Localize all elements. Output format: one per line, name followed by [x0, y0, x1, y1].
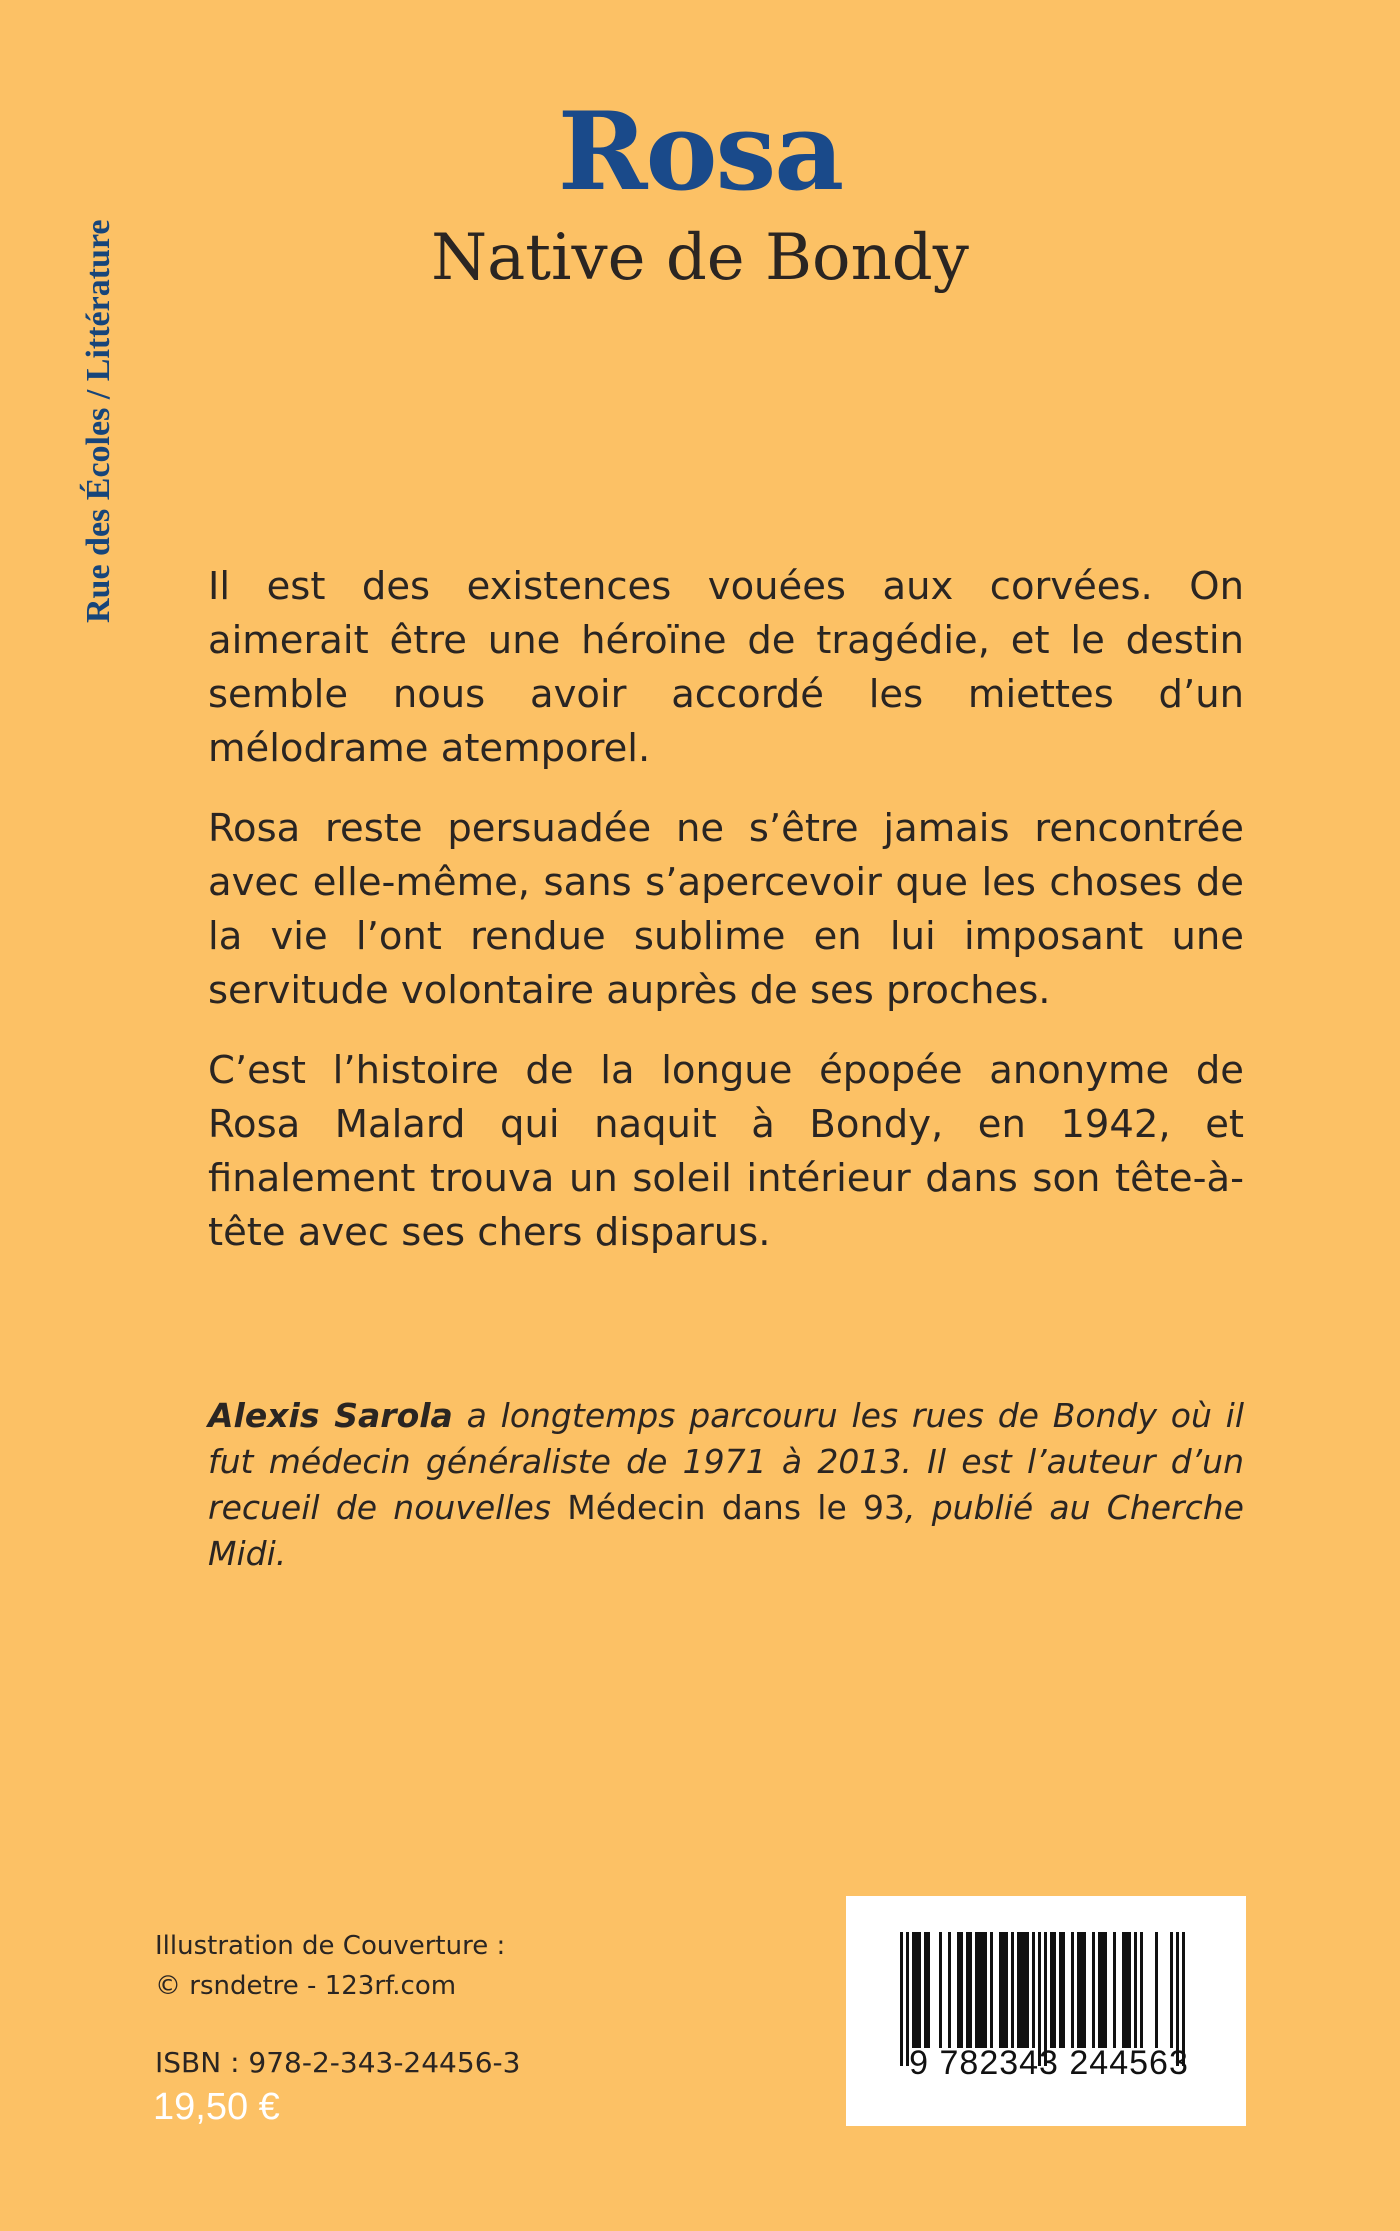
barcode-bar — [1059, 1932, 1062, 2048]
barcode-bar — [1104, 1932, 1107, 2048]
barcode-bar — [1062, 1932, 1065, 2048]
barcode-bar — [960, 1932, 963, 2048]
barcode-bar — [1080, 1932, 1083, 2048]
collection-name: Rue des Écoles / Littérature — [80, 219, 117, 623]
barcode-bar — [984, 1932, 987, 2048]
barcode-bar — [1071, 1932, 1074, 2048]
isbn-number: ISBN : 978-2-343-24456-3 — [155, 2046, 521, 2079]
barcode-bar — [1083, 1932, 1086, 2048]
barcode-bar — [999, 1932, 1002, 2048]
barcode-bar — [1002, 1932, 1005, 2048]
barcode-bar — [1134, 1932, 1137, 2048]
book-title: Rosa — [557, 89, 843, 215]
blurb-paragraph: C’est l’histoire de la longue épopée anonyme de Rosa Malard qui naquit à Bondy, en 1942, et finalement trouva un soleil intérieur dans son tête-à-tête avec ses chers disparus. — [208, 1048, 1244, 1255]
barcode-bar — [1020, 1932, 1023, 2048]
barcode-bar — [975, 1932, 978, 2048]
barcode-bar — [957, 1932, 960, 2048]
barcode-bar — [978, 1932, 981, 2048]
barcode-bar — [927, 1932, 930, 2048]
barcode-bars — [846, 1896, 1246, 2126]
barcode-bar — [1077, 1932, 1080, 2048]
barcode-bar — [1140, 1932, 1143, 2048]
blurb-paragraph: Rosa reste persuadée ne s’être jamais rencontrée avec elle-même, sans s’apercevoir que les choses de la vie l’ont rendue sublime en lui imposant une servitude volontaire auprès de ses proches. — [208, 806, 1244, 1013]
barcode-bar — [1122, 1932, 1125, 2048]
barcode-bar — [1092, 1932, 1095, 2048]
barcode-bar — [969, 1932, 972, 2048]
barcode-bar — [1026, 1932, 1029, 2048]
barcode-bar — [1023, 1932, 1026, 2048]
barcode-digits: 9 782343 244563 — [909, 2044, 1189, 2082]
barcode-bar — [1011, 1932, 1014, 2048]
author-book-title: Médecin dans le 93 — [567, 1488, 905, 1527]
barcode-bar — [924, 1932, 927, 2048]
barcode-bar — [966, 1932, 969, 2048]
barcode-bar — [915, 1932, 918, 2048]
illustration-credits — [155, 1926, 505, 2006]
barcode-bar — [1005, 1932, 1008, 2048]
credits-source: © rsndetre - 123rf.com — [155, 1971, 457, 2001]
price-label: 19,50 € — [153, 2086, 280, 2128]
barcode-bar — [1050, 1932, 1053, 2048]
barcode-bar — [912, 1932, 915, 2048]
book-subtitle: Native de Bondy — [431, 221, 969, 295]
barcode-bar — [1101, 1932, 1104, 2048]
barcode-bar — [1098, 1932, 1101, 2048]
blurb-paragraph: Il est des existences vouées aux corvées. On aimerait être une héroïne de tragédie, et le destin semble nous avoir accordé les miettes d’un mélodrame atemporel. — [208, 564, 1244, 771]
barcode-bar — [948, 1932, 951, 2048]
barcode-bar — [1113, 1932, 1116, 2048]
barcode-bar — [1053, 1932, 1056, 2048]
author-bio-publisher: , publié au Cherche Midi. — [208, 1488, 1244, 1573]
barcode-bar — [1170, 1932, 1173, 2048]
barcode-bar — [1017, 1932, 1020, 2048]
barcode-bar — [1128, 1932, 1131, 2048]
barcode-bar — [1155, 1932, 1158, 2048]
author-bio-text: a longtemps parcouru les rues de Bondy où il fut médecin généraliste de 1971 à 2013. Il est l’auteur d’un recueil de nouvelles — [208, 1396, 1245, 1527]
credits-label: Illustration de Couverture : — [155, 1931, 506, 1961]
barcode-bar — [1032, 1932, 1035, 2048]
barcode-bar — [981, 1932, 984, 2048]
barcode-bar — [939, 1932, 942, 2048]
barcode — [846, 1896, 1246, 2126]
author-name: Alexis Sarola — [208, 1396, 453, 1435]
barcode-bar — [1125, 1932, 1128, 2048]
author-bio — [208, 1393, 1244, 1577]
barcode-bar — [990, 1932, 993, 2048]
barcode-bar — [918, 1932, 921, 2048]
back-cover-blurb — [208, 560, 1244, 1286]
